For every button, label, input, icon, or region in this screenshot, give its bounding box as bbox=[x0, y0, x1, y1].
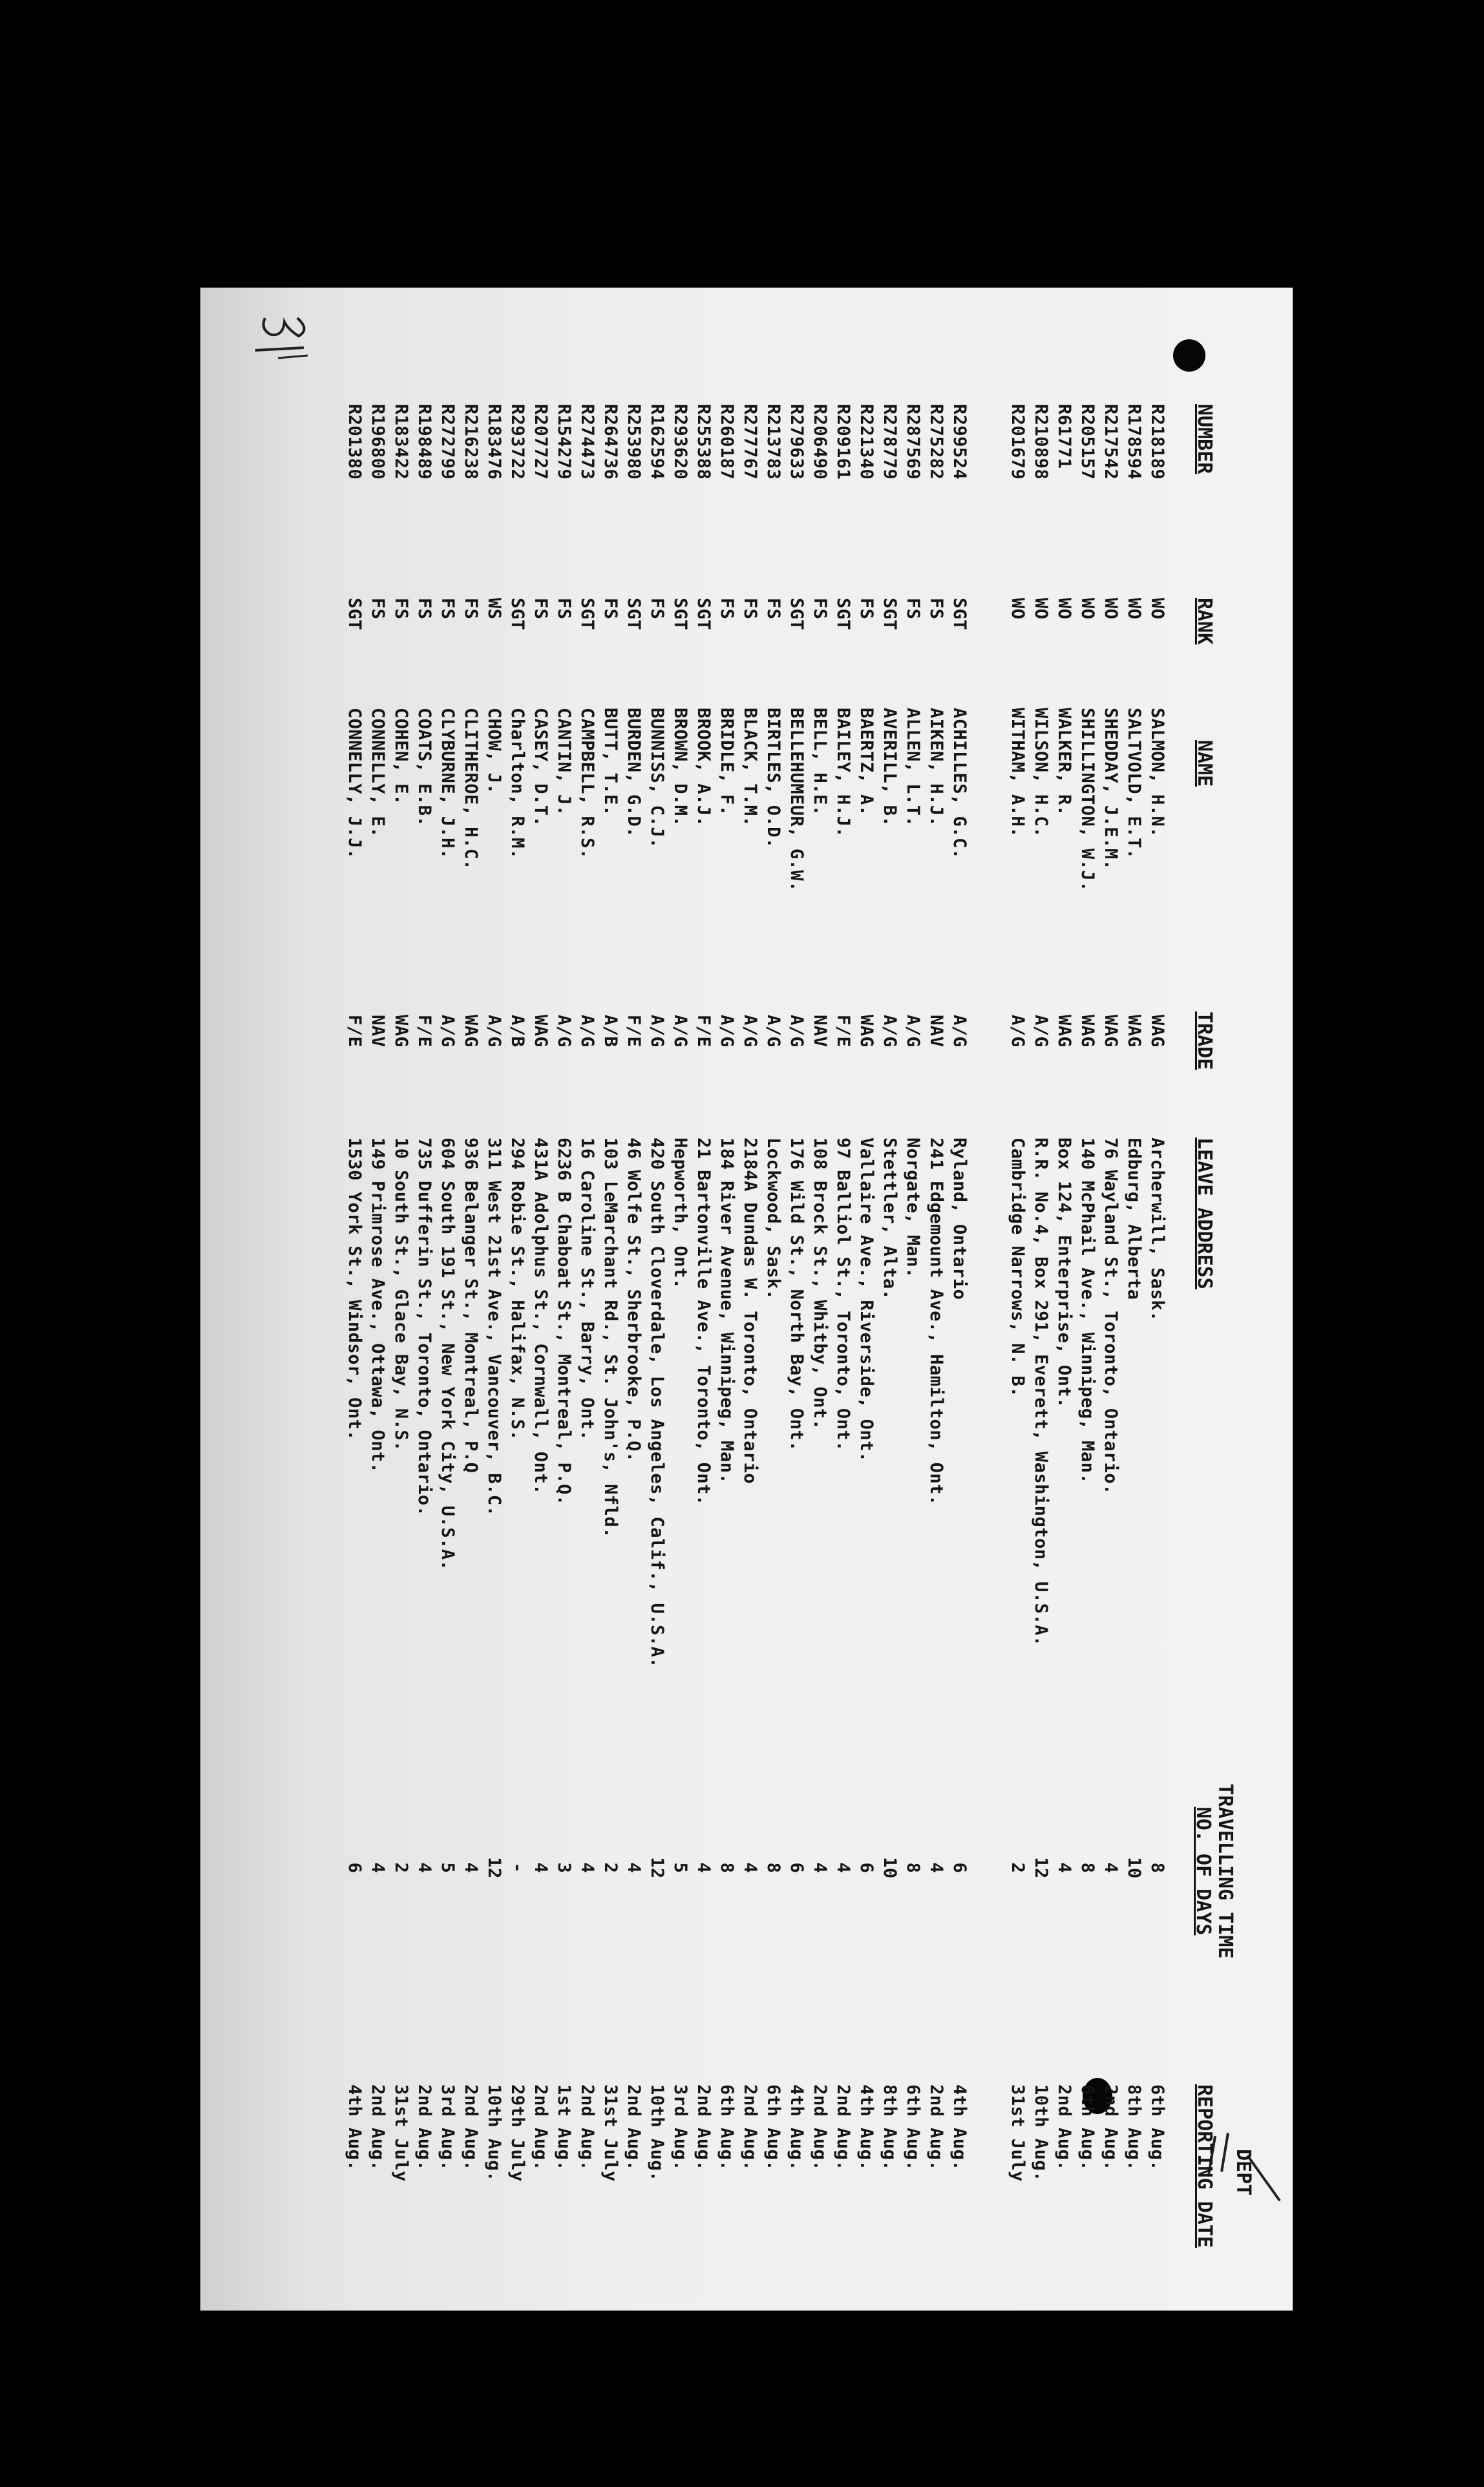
record-name: CONNELLY, J.J. bbox=[344, 708, 365, 860]
table-row bbox=[878, 288, 901, 2311]
record-reporting-date: 4th Aug. bbox=[949, 2084, 970, 2172]
record-leave-address: 184 River Avenue, Winnipeg, Man. bbox=[717, 1138, 737, 1485]
record-leave-address: 103 LeMarchant Rd., St. John's, Nfld. bbox=[600, 1138, 620, 1538]
record-rank: FS bbox=[438, 598, 458, 620]
record-travel-days: 2 bbox=[600, 1862, 620, 1874]
record-reporting-date: 6th Aug. bbox=[763, 2084, 783, 2172]
record-name: BIRTLES, O.D. bbox=[763, 708, 783, 849]
record-trade: A/G bbox=[554, 1015, 574, 1048]
record-name: CHOW, J. bbox=[484, 708, 504, 795]
record-leave-address: 241 Edgemount Ave., Hamilton, Ont. bbox=[926, 1138, 946, 1506]
record-number: R209161 bbox=[833, 404, 853, 480]
record-trade: WAG bbox=[1054, 1015, 1074, 1048]
record-trade: NAV bbox=[926, 1015, 946, 1048]
record-leave-address: 604 South 191 St., New York City, U.S.A. bbox=[438, 1138, 458, 1571]
header-reporting-date: REPORTING DATE bbox=[1193, 2084, 1216, 2248]
record-number: R253980 bbox=[624, 404, 644, 480]
record-leave-address: Lockwood, Sask. bbox=[763, 1138, 783, 1300]
record-rank: WS bbox=[484, 598, 504, 620]
record-leave-address: R.R. No.4, Box 291, Everett, Washington, U.S.A. bbox=[1031, 1138, 1051, 1647]
record-travel-days: 4 bbox=[531, 1862, 551, 1874]
record-leave-address: 140 McPhail Ave., Winnipeg, Man. bbox=[1077, 1138, 1097, 1485]
record-leave-address: 936 Belanger St., Montreal, P.Q bbox=[461, 1138, 481, 1474]
document-page bbox=[200, 288, 1293, 2311]
header-travelling-time bbox=[1192, 1774, 1236, 1968]
record-number: R221340 bbox=[856, 404, 876, 480]
record-travel-days: 12 bbox=[484, 1857, 504, 1879]
record-number: R299524 bbox=[949, 404, 970, 480]
record-trade: WAG bbox=[391, 1015, 411, 1048]
record-number: R154279 bbox=[554, 404, 574, 480]
travelling-time-line1: TRAVELLING TIME bbox=[1214, 1783, 1236, 1959]
table-row bbox=[854, 288, 878, 2311]
record-trade: NAV bbox=[368, 1015, 388, 1048]
record-rank: FS bbox=[926, 598, 946, 620]
travelling-time-line2: NO. OF DAYS bbox=[1192, 1806, 1214, 1936]
record-name: WILSON, H.C. bbox=[1031, 708, 1051, 838]
record-rank: SGT bbox=[787, 598, 807, 631]
record-leave-address: 431A Adolphus St., Cornwall, Ont. bbox=[531, 1138, 551, 1495]
record-number: R210898 bbox=[1031, 404, 1051, 480]
record-name: BAERTZ, A. bbox=[856, 708, 876, 816]
table-row bbox=[1029, 288, 1052, 2311]
record-rank: FS bbox=[368, 598, 388, 620]
record-number: R213783 bbox=[763, 404, 783, 480]
record-name: COATS, E.B. bbox=[414, 708, 434, 827]
record-number: R183422 bbox=[391, 404, 411, 480]
record-number: R260187 bbox=[717, 404, 737, 480]
record-rank: SGT bbox=[833, 598, 853, 631]
record-name: AVERILL, B. bbox=[880, 708, 900, 827]
record-rank: FS bbox=[903, 598, 923, 620]
record-reporting-date: 4th Aug. bbox=[787, 2084, 807, 2172]
table-row bbox=[1076, 288, 1099, 2311]
record-travel-days: 4 bbox=[414, 1862, 434, 1874]
record-trade: A/G bbox=[763, 1015, 783, 1048]
record-name: SHILLINGTON, W.J. bbox=[1077, 708, 1097, 892]
record-name: WITHAM, A.H. bbox=[1008, 708, 1028, 838]
record-number: R217542 bbox=[1101, 404, 1121, 480]
table-row bbox=[1122, 288, 1145, 2311]
table-row bbox=[599, 288, 622, 2311]
table-row bbox=[645, 288, 668, 2311]
record-trade: A/B bbox=[600, 1015, 620, 1048]
table-row bbox=[1006, 288, 1029, 2311]
record-name: COHEN, E. bbox=[391, 708, 411, 805]
table-row bbox=[412, 288, 436, 2311]
record-name: BELL, H.E. bbox=[810, 708, 830, 816]
record-trade: WAG bbox=[1124, 1015, 1144, 1048]
header-dept: DEPT bbox=[1232, 2149, 1255, 2196]
record-number: R287569 bbox=[903, 404, 923, 480]
record-leave-address: Vallaire Ave., Riverside, Ont. bbox=[856, 1138, 876, 1463]
record-name: WALKER, R. bbox=[1054, 708, 1074, 816]
record-travel-days: 2 bbox=[391, 1862, 411, 1874]
table-row bbox=[389, 288, 412, 2311]
record-trade: A/G bbox=[1031, 1015, 1051, 1048]
record-reporting-date: 31st July bbox=[391, 2084, 411, 2182]
record-name: CONNELLY, E. bbox=[368, 708, 388, 838]
record-number: R274473 bbox=[577, 404, 597, 480]
record-number: R293620 bbox=[670, 404, 690, 480]
record-reporting-date: 2nd Aug. bbox=[1101, 2084, 1121, 2172]
record-name: BURDEN, G.D. bbox=[624, 708, 644, 838]
record-leave-address: 16 Caroline St., Barry, Ont. bbox=[577, 1138, 597, 1441]
record-reporting-date: 2nd Aug. bbox=[577, 2084, 597, 2172]
record-rank: WO bbox=[1147, 598, 1167, 620]
table-row bbox=[622, 288, 645, 2311]
record-rank: SGT bbox=[577, 598, 597, 631]
record-travel-days: 12 bbox=[1031, 1857, 1051, 1879]
record-travel-days: 8 bbox=[763, 1862, 783, 1874]
record-number: R264736 bbox=[600, 404, 620, 480]
record-travel-days: 3 bbox=[554, 1862, 574, 1874]
record-travel-days: 8 bbox=[1077, 1862, 1097, 1874]
header-trade: TRADE bbox=[1193, 1011, 1216, 1070]
record-travel-days: 8 bbox=[717, 1862, 737, 1874]
record-travel-days: 12 bbox=[647, 1857, 667, 1879]
record-reporting-date: 2nd Aug. bbox=[926, 2084, 946, 2172]
header-leave-address: LEAVE ADDRESS bbox=[1193, 1138, 1216, 1289]
record-trade: F/E bbox=[414, 1015, 434, 1048]
record-reporting-date: 2nd Aug. bbox=[368, 2084, 388, 2172]
record-name: BAILEY, H.J. bbox=[833, 708, 853, 838]
record-travel-days: - bbox=[507, 1862, 527, 1874]
table-row bbox=[901, 288, 924, 2311]
record-travel-days: 4 bbox=[926, 1862, 946, 1874]
record-leave-address: 294 Robie St., Halifax, N.S. bbox=[507, 1138, 527, 1441]
record-rank: SGT bbox=[507, 598, 527, 631]
record-rank: WO bbox=[1054, 598, 1074, 620]
record-trade: NAV bbox=[810, 1015, 830, 1048]
record-reporting-date: 2nd Aug. bbox=[740, 2084, 760, 2172]
table-row bbox=[808, 288, 831, 2311]
record-number: R206490 bbox=[810, 404, 830, 480]
record-trade: A/B bbox=[507, 1015, 527, 1048]
record-trade: A/G bbox=[438, 1015, 458, 1048]
record-leave-address: 735 Dufferin St., Toronto, Ontario. bbox=[414, 1138, 434, 1517]
record-number: R183476 bbox=[484, 404, 504, 480]
record-leave-address: 311 West 21st Ave., Vancouver, B.C. bbox=[484, 1138, 504, 1517]
record-trade: A/G bbox=[670, 1015, 690, 1048]
header-name: NAME bbox=[1193, 740, 1216, 787]
record-rank: SGT bbox=[949, 598, 970, 631]
record-reporting-date: 10th Aug. bbox=[647, 2084, 667, 2182]
record-reporting-date: 2nd Aug. bbox=[833, 2084, 853, 2172]
record-leave-address: 420 South Cloverdale, Los Angeles, Calif., U.S.A. bbox=[647, 1138, 667, 1669]
record-trade: WAG bbox=[1101, 1015, 1121, 1048]
record-travel-days: 4 bbox=[833, 1862, 853, 1874]
record-rank: WO bbox=[1008, 598, 1028, 620]
record-rank: FS bbox=[461, 598, 481, 620]
record-name: CLITHEROE, H.C. bbox=[461, 708, 481, 871]
record-trade: A/G bbox=[880, 1015, 900, 1048]
record-travel-days: 4 bbox=[694, 1862, 714, 1874]
record-travel-days: 4 bbox=[577, 1862, 597, 1874]
record-travel-days: 4 bbox=[1101, 1862, 1121, 1874]
record-number: R216238 bbox=[461, 404, 481, 480]
record-number: R279633 bbox=[787, 404, 807, 480]
record-travel-days: 6 bbox=[344, 1862, 365, 1874]
record-leave-address: Norgate, Man. bbox=[903, 1138, 923, 1278]
record-trade: WAG bbox=[856, 1015, 876, 1048]
table-row bbox=[738, 288, 761, 2311]
table-row bbox=[529, 288, 552, 2311]
record-rank: SGT bbox=[694, 598, 714, 631]
record-travel-days: 5 bbox=[670, 1862, 690, 1874]
record-number: R196800 bbox=[368, 404, 388, 480]
record-reporting-date: 2nd Aug. bbox=[1054, 2084, 1074, 2172]
record-leave-address: Box 124, Enterprise, Ont. bbox=[1054, 1138, 1074, 1408]
record-travel-days: 8 bbox=[1147, 1862, 1167, 1874]
record-trade: F/E bbox=[833, 1015, 853, 1048]
record-reporting-date: 31st July bbox=[1008, 2084, 1028, 2182]
record-trade: F/E bbox=[694, 1015, 714, 1048]
record-trade: A/G bbox=[577, 1015, 597, 1048]
record-reporting-date: 31st July bbox=[600, 2084, 620, 2182]
record-reporting-date: 10th Aug. bbox=[484, 2084, 504, 2182]
record-travel-days: 4 bbox=[624, 1862, 644, 1874]
record-leave-address: 108 Brock St., Whitby, Ont. bbox=[810, 1138, 830, 1430]
record-reporting-date: 29th July bbox=[507, 2084, 527, 2182]
table-row bbox=[692, 288, 715, 2311]
record-reporting-date: 3rd Aug. bbox=[670, 2084, 690, 2172]
table-row bbox=[436, 288, 459, 2311]
record-number: R201679 bbox=[1008, 404, 1028, 480]
record-rank: FS bbox=[391, 598, 411, 620]
record-number: R61771 bbox=[1054, 404, 1074, 469]
table-row bbox=[1052, 288, 1076, 2311]
record-rank: FS bbox=[414, 598, 434, 620]
record-reporting-date: 4th Aug. bbox=[344, 2084, 365, 2172]
record-rank: FS bbox=[740, 598, 760, 620]
record-number: R201380 bbox=[344, 404, 365, 480]
record-travel-days: 5 bbox=[438, 1862, 458, 1874]
record-number: R198489 bbox=[414, 404, 434, 480]
record-reporting-date: 8th Aug. bbox=[880, 2084, 900, 2172]
record-leave-address: 76 Wayland St., Toronto, Ontario. bbox=[1101, 1138, 1121, 1495]
record-reporting-date: 6th Aug. bbox=[1147, 2084, 1167, 2172]
record-reporting-date: 6th Aug. bbox=[717, 2084, 737, 2172]
record-trade: A/G bbox=[787, 1015, 807, 1048]
record-trade: WAG bbox=[531, 1015, 551, 1048]
record-travel-days: 4 bbox=[1054, 1862, 1074, 1874]
record-travel-days: 6 bbox=[949, 1862, 970, 1874]
record-name: BUTT, T.E. bbox=[600, 708, 620, 816]
table-row bbox=[505, 288, 529, 2311]
record-rank: WO bbox=[1031, 598, 1051, 620]
record-name: CLYBURNE, J.H. bbox=[438, 708, 458, 860]
record-name: BROWN, D.M. bbox=[670, 708, 690, 827]
record-trade: A/G bbox=[740, 1015, 760, 1048]
record-rank: SGT bbox=[880, 598, 900, 631]
record-number: R207727 bbox=[531, 404, 551, 480]
record-leave-address: 176 Wild St., North Bay, Ont. bbox=[787, 1138, 807, 1452]
record-reporting-date: 2nd Aug. bbox=[694, 2084, 714, 2172]
record-leave-address: 2184A Dundas W. Toronto, Ontario bbox=[740, 1138, 760, 1485]
record-reporting-date: 6th Aug. bbox=[1077, 2084, 1097, 2172]
record-rank: WO bbox=[1077, 598, 1097, 620]
record-travel-days: 8 bbox=[903, 1862, 923, 1874]
record-name: ACHILLES, G.C. bbox=[949, 708, 970, 860]
record-number: R277767 bbox=[740, 404, 760, 480]
record-trade: A/G bbox=[1008, 1015, 1028, 1048]
record-travel-days: 2 bbox=[1008, 1862, 1028, 1874]
record-rank: FS bbox=[647, 598, 667, 620]
record-rank: FS bbox=[810, 598, 830, 620]
record-travel-days: 6 bbox=[787, 1862, 807, 1874]
record-name: CANTIN, J. bbox=[554, 708, 574, 816]
record-leave-address: 149 Primrose Ave., Ottawa, Ont. bbox=[368, 1138, 388, 1474]
record-rank: FS bbox=[600, 598, 620, 620]
record-leave-address: Ryland, Ontario bbox=[949, 1138, 970, 1300]
table-row bbox=[761, 288, 785, 2311]
table-row bbox=[948, 288, 971, 2311]
record-name: ALLEN, L.T. bbox=[903, 708, 923, 827]
header-rank: RANK bbox=[1193, 598, 1216, 645]
record-number: R293722 bbox=[507, 404, 527, 480]
record-number: R272799 bbox=[438, 404, 458, 480]
record-trade: WAG bbox=[461, 1015, 481, 1048]
record-reporting-date: 10th Aug. bbox=[1031, 2084, 1051, 2182]
record-leave-address: Stettler, Alta. bbox=[880, 1138, 900, 1300]
record-leave-address: Cambridge Narrows, N. B. bbox=[1008, 1138, 1028, 1398]
record-trade: F/E bbox=[624, 1015, 644, 1048]
record-trade: A/G bbox=[647, 1015, 667, 1048]
record-travel-days: 4 bbox=[461, 1862, 481, 1874]
record-rank: FS bbox=[554, 598, 574, 620]
record-reporting-date: 8th Aug. bbox=[1124, 2084, 1144, 2172]
table-row bbox=[343, 288, 366, 2311]
record-rank: FS bbox=[717, 598, 737, 620]
record-reporting-date: 3rd Aug. bbox=[438, 2084, 458, 2172]
table-row bbox=[1145, 288, 1169, 2311]
record-leave-address: 10 South St., Glace Bay, N.S. bbox=[391, 1138, 411, 1452]
record-reporting-date: 6th Aug. bbox=[903, 2084, 923, 2172]
record-leave-address: 1530 York St., Windsor, Ont. bbox=[344, 1138, 365, 1441]
record-reporting-date: 2nd Aug. bbox=[810, 2084, 830, 2172]
table-row bbox=[1099, 288, 1122, 2311]
record-reporting-date: 1st Aug. bbox=[554, 2084, 574, 2172]
record-leave-address: 6236 B Chaboat St., Montreal, P.Q. bbox=[554, 1138, 574, 1506]
record-name: AIKEN, H.J. bbox=[926, 708, 946, 827]
record-name: Charlton, R.M. bbox=[507, 708, 527, 860]
record-reporting-date: 4th Aug. bbox=[856, 2084, 876, 2172]
table-row bbox=[366, 288, 389, 2311]
record-trade: A/G bbox=[717, 1015, 737, 1048]
record-rank: FS bbox=[856, 598, 876, 620]
record-trade: WAG bbox=[1077, 1015, 1097, 1048]
header-number: NUMBER bbox=[1193, 404, 1216, 474]
record-trade: F/E bbox=[344, 1015, 365, 1048]
record-travel-days: 4 bbox=[740, 1862, 760, 1874]
record-leave-address: 46 Wolfe St., Sherbrooke, P.Q. bbox=[624, 1138, 644, 1463]
table-row bbox=[668, 288, 692, 2311]
record-rank: SGT bbox=[344, 598, 365, 631]
record-travel-days: 10 bbox=[1124, 1857, 1144, 1879]
record-number: R178594 bbox=[1124, 404, 1144, 480]
record-name: BUNNISS, C.J. bbox=[647, 708, 667, 849]
record-travel-days: 10 bbox=[880, 1857, 900, 1879]
table-row bbox=[459, 288, 482, 2311]
table-row bbox=[785, 288, 808, 2311]
table-row bbox=[831, 288, 854, 2311]
record-leave-address: 97 Balliol St., Toronto, Ont. bbox=[833, 1138, 853, 1452]
record-travel-days: 6 bbox=[856, 1862, 876, 1874]
record-name: BROOK, A.J. bbox=[694, 708, 714, 827]
record-rank: FS bbox=[763, 598, 783, 620]
rotated-table bbox=[200, 288, 1293, 2311]
record-travel-days: 4 bbox=[810, 1862, 830, 1874]
record-number: R218189 bbox=[1147, 404, 1167, 480]
table-row bbox=[552, 288, 575, 2311]
record-travel-days: 4 bbox=[368, 1862, 388, 1874]
record-number: R162594 bbox=[647, 404, 667, 480]
record-rank: WO bbox=[1101, 598, 1121, 620]
record-reporting-date: 2nd Aug. bbox=[624, 2084, 644, 2172]
record-trade: A/G bbox=[484, 1015, 504, 1048]
record-rank: FS bbox=[531, 598, 551, 620]
record-name: SHEDDAY, J.E.M. bbox=[1101, 708, 1121, 871]
table-row bbox=[924, 288, 948, 2311]
record-name: CASEY, D.T. bbox=[531, 708, 551, 827]
record-reporting-date: 2nd Aug. bbox=[414, 2084, 434, 2172]
record-rank: WO bbox=[1124, 598, 1144, 620]
record-name: SALTVOLD, E.T. bbox=[1124, 708, 1144, 860]
record-leave-address: 21 Bartonville Ave., Toronto, Ont. bbox=[694, 1138, 714, 1506]
record-leave-address: Archerwill, Sask. bbox=[1147, 1138, 1167, 1322]
record-name: BELLEHUMEUR, G.W. bbox=[787, 708, 807, 892]
record-rank: SGT bbox=[670, 598, 690, 631]
record-number: R205157 bbox=[1077, 404, 1097, 480]
record-name: BLACK, T.M. bbox=[740, 708, 760, 827]
record-name: SALMON, H.N. bbox=[1147, 708, 1167, 838]
record-rank: SGT bbox=[624, 598, 644, 631]
record-name: BRIDLE, F. bbox=[717, 708, 737, 816]
record-trade: WAG bbox=[1147, 1015, 1167, 1048]
record-trade: A/G bbox=[903, 1015, 923, 1048]
record-number: R278779 bbox=[880, 404, 900, 480]
record-leave-address: Hepworth, Ont. bbox=[670, 1138, 690, 1289]
record-reporting-date: 2nd Aug. bbox=[531, 2084, 551, 2172]
record-leave-address: Edburg, Alberta bbox=[1124, 1138, 1144, 1300]
table-row bbox=[715, 288, 738, 2311]
record-number: R275282 bbox=[926, 404, 946, 480]
record-reporting-date: 2nd Aug. bbox=[461, 2084, 481, 2172]
record-name: CAMPBELL, R.S. bbox=[577, 708, 597, 860]
table-row bbox=[575, 288, 599, 2311]
record-trade: A/G bbox=[949, 1015, 970, 1048]
table-row bbox=[482, 288, 505, 2311]
record-number: R255388 bbox=[694, 404, 714, 480]
